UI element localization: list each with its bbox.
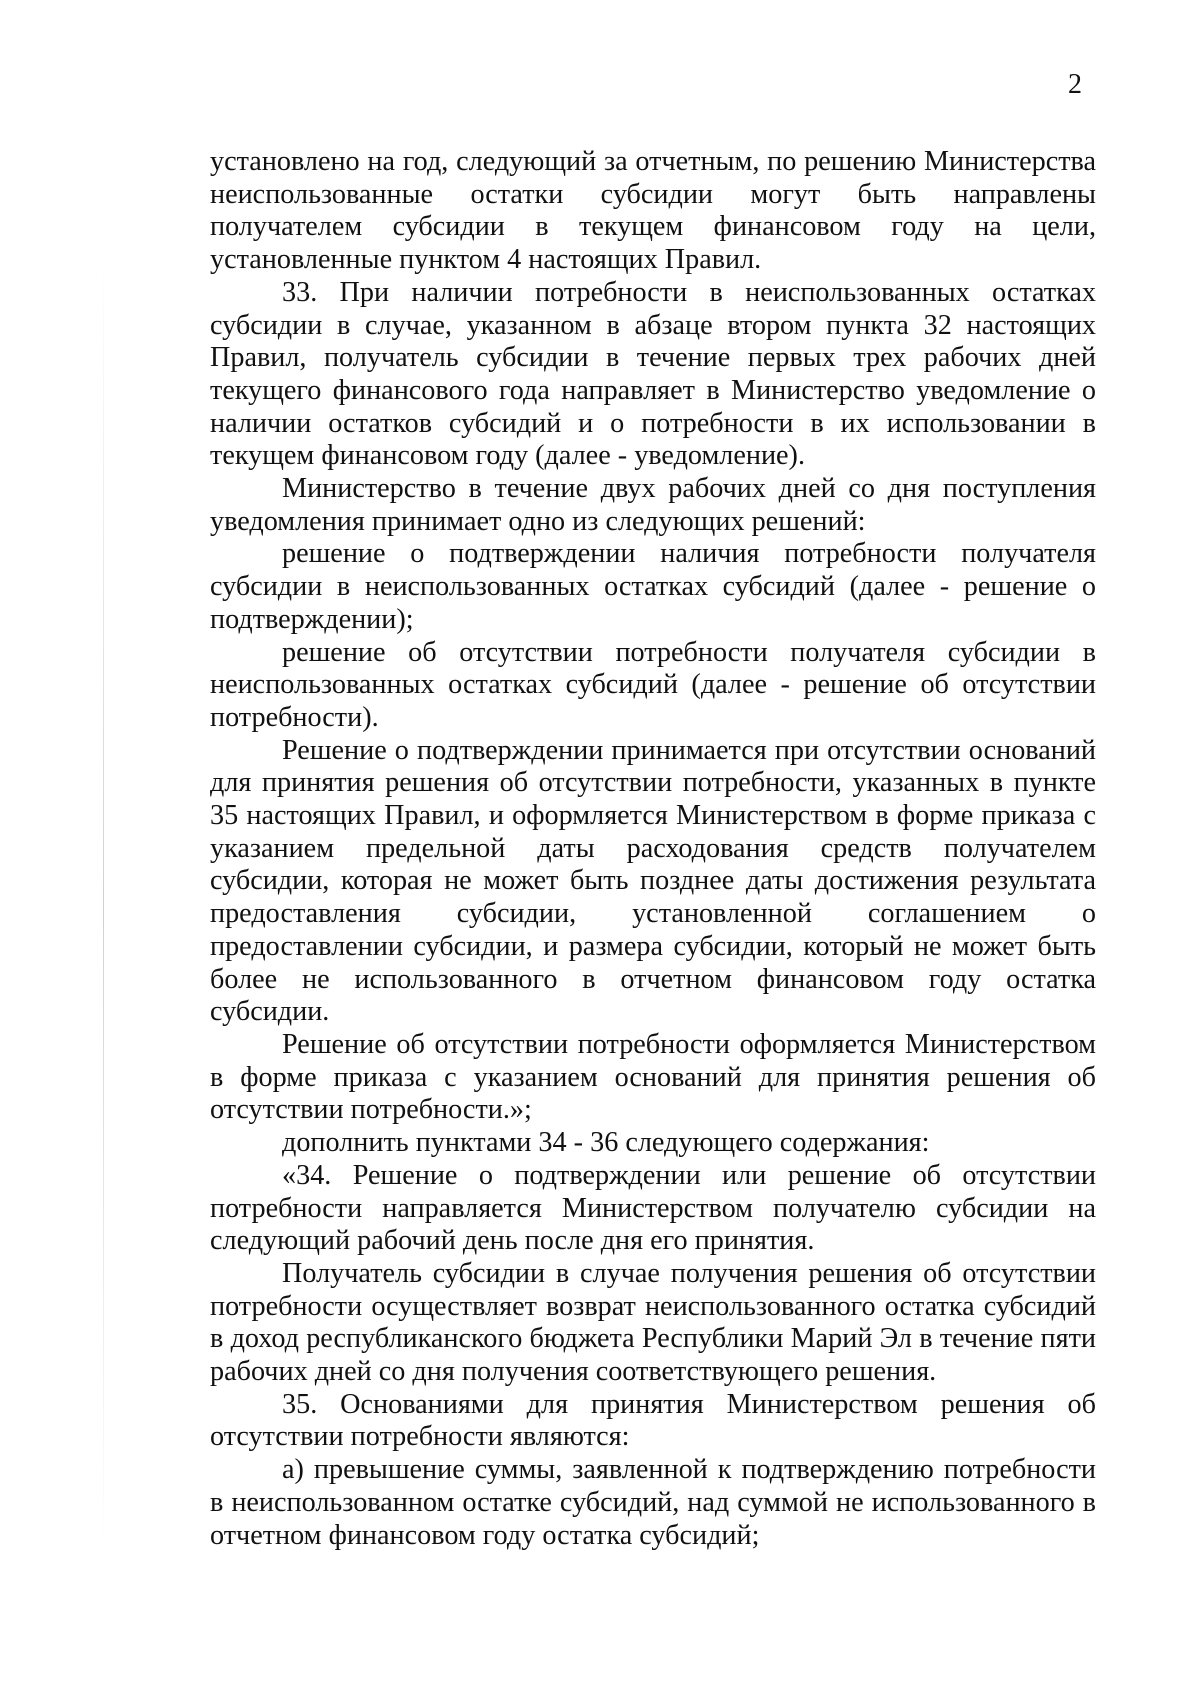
paragraph-refund: Получатель субсидии в случае получения решения об отсутствии потребности осуществляет возврат неиспользованного остатка субсидий в доход республиканского бюджета Республики Марий Эл в течение пяти рабочих дней со дня получения соответствующего решения. <box>210 1257 1096 1388</box>
paragraph-continuation: установлено на год, следующий за отчетным, по решению Министерства неиспользованные остатки субсидии могут быть направлены получателем субсидии в текущем финансовом году на цели, установленные пунктом 4 настоящих Правил. <box>210 146 1096 276</box>
paragraph-amendment-intro: дополнить пунктами 34 - 36 следующего содержания: <box>282 1127 930 1159</box>
scan-edge-mark <box>103 255 104 1555</box>
paragraph-confirmation-details: Решение о подтверждении принимается при отсутствии оснований для принятия решения об отсутствии потребности, указанных в пункте 35 настоящих Правил, и оформляется Министерством в форме приказа с указанием предельной даты расходования средств получателем субсидии, которая не может быть позднее даты достижения результата предоставления субсидии, установленной соглашением о предоставлении субсидии, и размера субсидии, который не может быть более не использованного в отчетном финансовом году остатка субсидии. <box>210 734 1096 1028</box>
paragraph-confirmation-decision: решение о подтверждении наличия потребности получателя субсидии в неиспользованных остатках субсидий (далее - решение о подтверждении); <box>210 538 1096 635</box>
document-body <box>210 146 1096 1552</box>
paragraph-item-35-a: а) превышение суммы, заявленной к подтверждению потребности в неиспользованном остатке субсидий, над суммой не использованного в отчетном финансовом году остатка субсидий; <box>210 1454 1096 1551</box>
page-number: 2 <box>1068 69 1082 100</box>
paragraph-ministry-decision: Министерство в течение двух рабочих дней со дня поступления уведомления принимает одно из следующих решений: <box>210 473 1096 537</box>
paragraph-item-34: «34. Решение о подтверждении или решение об отсутствии потребности направляется Министерством получателю субсидии на следующий рабочий день после дня его принятия. <box>210 1159 1096 1257</box>
paragraph-absence-details: Решение об отсутствии потребности оформляется Министерством в форме приказа с указанием оснований для принятия решения об отсутствии потребности.»; <box>210 1028 1096 1126</box>
paragraph-item-33: 33. При наличии потребности в неиспользованных остатках субсидии в случае, указанном в абзаце втором пункта 32 настоящих Правил, получатель субсидии в течение первых трех рабочих дней текущего финансового года направляет в Министерство уведомление о наличии остатков субсидий и о потребности в их использовании в текущем финансовом году (далее - уведомление). <box>210 276 1096 472</box>
paragraph-item-35: 35. Основаниями для принятия Министерством решения об отсутствии потребности являются: <box>210 1388 1096 1453</box>
paragraph-absence-decision: решение об отсутствии потребности получателя субсидии в неиспользованных остатках субсидий (далее - решение об отсутствии потребности). <box>210 636 1096 733</box>
